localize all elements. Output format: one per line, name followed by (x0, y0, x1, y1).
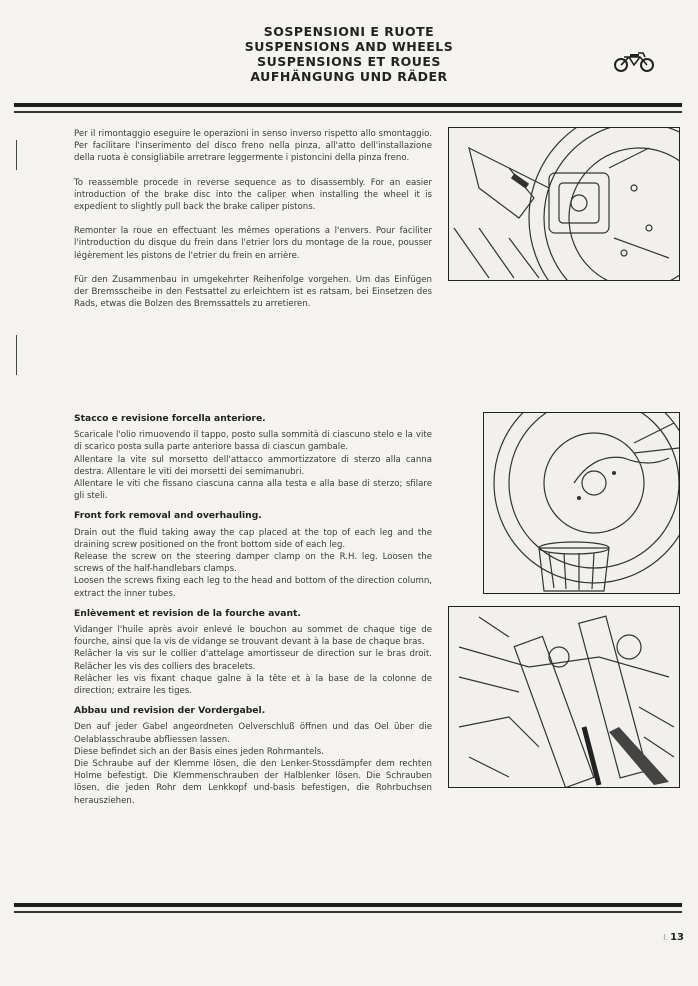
paragraph-de: Für den Zusammenbau in umgekehrter Reihenfolge vorgehen. Um das Einfügen der Bremsscheibe in den Festsattel zu erleichtern ist es ratsam, bei Einsetzen des Rads, etwas die Bolzen des Bremssattels zu arretieren. (74, 274, 432, 310)
margin-mark (16, 140, 17, 170)
title-it: SOSPENSIONI E RUOTE (263, 24, 435, 39)
title-fr: SUSPENSIONS ET ROUES (257, 54, 441, 69)
page-prefix: I. (663, 933, 669, 942)
figure-fork-drain (483, 412, 680, 594)
figure-fork-assembly (448, 606, 680, 788)
top-divider (14, 103, 682, 113)
rule-wedge (14, 100, 54, 110)
text-en: Drain out the fluid taking away the cap placed at the top of each leg and the draining screw positioned on the front bottom side of each leg. Release the screw on the steering damper clamp on the R.H. leg. Loosen the screws of the half-handlebars clamps. Loosen the screws fixing each leg to the head and bottom of the direction column, extract the inner tubes. (74, 527, 432, 599)
text-de: Den auf jeder Gabel angeordneten Oelverschluß öffnen und das Oel über die Oelablasschraube abfliessen lassen. Diese befindet sich an der Basis eines jeden Rohrmantels. Die Schraube auf der Klemme lösen, die den Lenker-Stossdämpfer dem rechten Holme befestigt. Die Klemmenschrauben der Halblenker lösen. Die Schrauben lösen, die jeden Rohr dem Lenkkopf und-basis befestigen, die Rohrbuchsen herausziehen. (74, 722, 432, 806)
paragraph-en: To reassemble procede in reverse sequence as to disassembly. For an easier introduction of the brake disc into the caliper when installing the wheel it is expedient to slightly pull back the brake caliper pistons. (74, 177, 432, 213)
margin-mark (16, 335, 17, 375)
text-it: Scaricale l'olio rimuovendo il tappo, posto sulla sommità di ciascuno stelo e la vite di scarico posta sulla parte anteriore bassa di ciascun gambale. Allentare la vite sul morsetto dell'attacco ammortizzatore di sterzo alla canna destra. Allentare le viti dei morsetti dei semimanubri. Allentare le viti che fissano ciascuna canna alla testa e alla base di sterzo; sfilare gli steli. (74, 430, 432, 502)
paragraph-fr: Remonter la roue en effectuant les mêmes operations a l'envers. Pour faciliter l'introduction du disque du frein dans l'etrier lors du montage de la roue, pousser légèrement les pistons de l'etrier du frein en arrière. (74, 226, 432, 261)
section-fork-removal (74, 413, 432, 815)
text-fr: Vidanger l'huile après avoir enlevé le bouchon au sommet de chaque tige de fourche, ainsi que la vis de vidange se trouvant devant à la base de chaque bras. Relâcher la vis sur le collier d'attelage amortisseur de direction sur le bras droit. Relâcher les vis des colliers des bracelets. Relâcher les vis fixant chaque gaîne à la tête et à la base de la colonne de direction; extraire les tiges. (74, 625, 432, 697)
heading-it: Stacco e revisione forcella anteriore. (74, 413, 266, 424)
heading-en: Front fork removal and overhauling. (74, 510, 262, 522)
page-number (663, 932, 684, 943)
title-en: SUSPENSIONS AND WHEELS (244, 39, 454, 54)
heading-fr: Enlèvement et revision de la fourche avant. (74, 607, 301, 619)
bottom-divider (14, 903, 682, 913)
figure-brake-caliper (448, 127, 680, 281)
page-header (0, 24, 698, 84)
title-de: AUFHÄNGUNG UND RÄDER (250, 69, 448, 84)
page-number-value: 13 (670, 932, 684, 943)
section-reassembly (74, 128, 432, 322)
heading-de: Abbau und revision der Vordergabel. (74, 705, 266, 717)
paragraph-it: Per il rimontaggio eseguire le operazioni in senso inverso rispetto allo smontaggio. Per facilitare l'inserimento del disco freno nella pinza, all'atto dell'installazione della ruota è consigliabile arretrare leggermente i pistoncini della pinza freno. (74, 129, 432, 164)
motorcycle-icon (612, 47, 656, 73)
